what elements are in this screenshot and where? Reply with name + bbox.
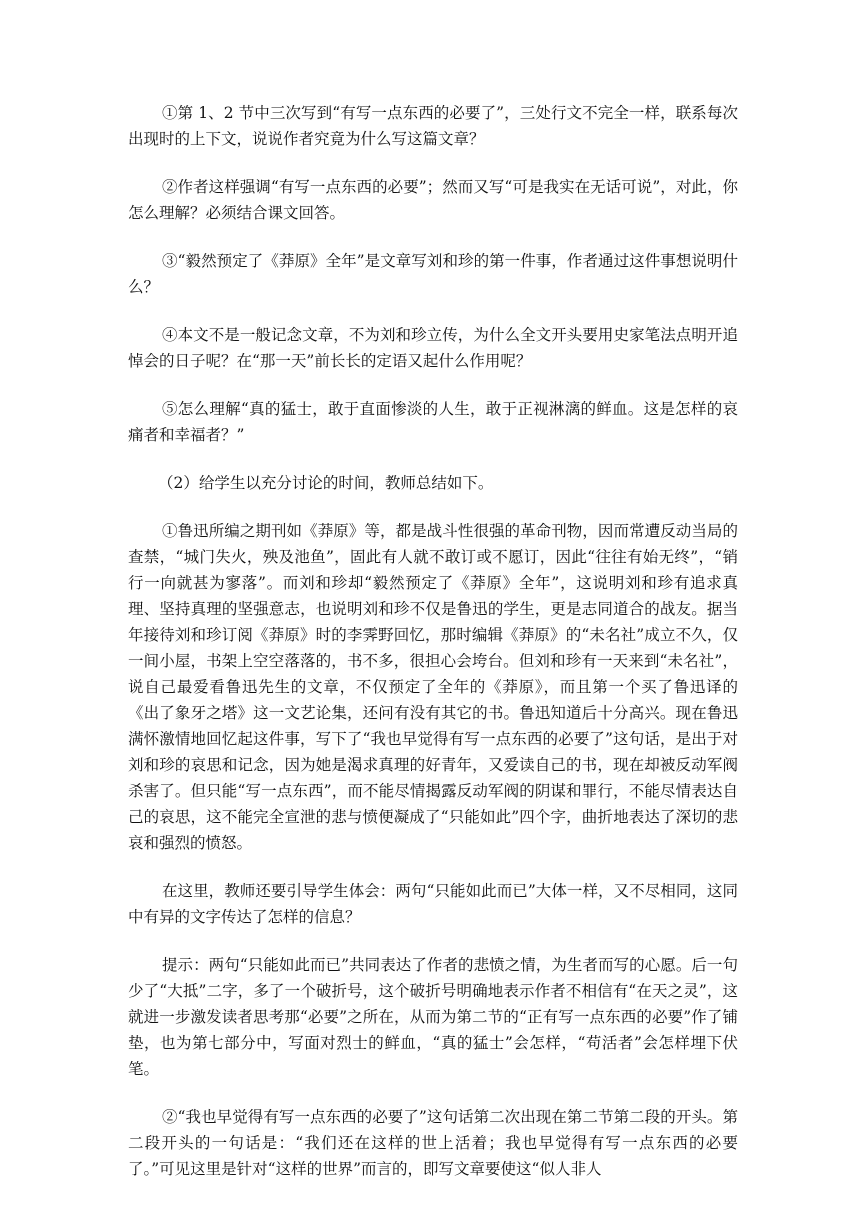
guidance-paragraph: 在这里，教师还要引导学生体会：两句“只能如此而已”大体一样，又不尽相同，这同中有异的文字传达了怎样的信息？ <box>128 882 738 926</box>
question-1: ①第 1、2 节中三次写到“有写一点东西的必要了”，三处行文不完全一样，联系每次出现时的上下文，说说作者究竟为什么写这篇文章？ <box>128 104 738 148</box>
question-5: ⑤怎么理解“真的猛士，敢于直面惨淡的人生，敢于正视淋漓的鲜血。这是怎样的哀痛者和幸福者？” <box>128 400 738 444</box>
document-page <box>128 100 738 1182</box>
summary-2: ②“我也早觉得有写一点东西的必要了”这句话第二次出现在第二节第二段的开头。第二段开头的一句话是：“我们还在这样的世上活着；我也早觉得有写一点东西的必要了。”可见这里是针对“这样的世界”而言的，即写文章要使这“似人非人 <box>128 1108 738 1178</box>
step-heading: （2）给学生以充分讨论的时间，教师总结如下。 <box>158 474 494 492</box>
hint-paragraph: 提示：两句“只能如此而已”共同表达了作者的悲愤之情，为生者而写的心愿。后一句少了“大抵”二字，多了一个破折号，这个破折号明确地表示作者不相信有“在天之灵”，这就进一步激发读者思考那“必要”之所在，从而为第二节的“正有写一点东西的必要”作了铺垫，也为第七部分中，写面对烈士的鲜血，“真的猛士”会怎样，“苟活者”会怎样埋下伏笔。 <box>128 956 738 1078</box>
question-4: ④本文不是一般记念文章，不为刘和珍立传，为什么全文开头要用史家笔法点明开追悼会的日子呢？在“那一天”前长长的定语又起什么作用呢？ <box>128 326 738 370</box>
summary-1: ①鲁迅所编之期刊如《莽原》等，都是战斗性很强的革命刊物，因而常遭反动当局的查禁，“城门失火，殃及池鱼”，固此有人就不敢订或不愿订，因此“往往有始无终”，“销行一向就甚为寥落”。而刘和珍却“毅然预定了《莽原》全年”，这说明刘和珍有追求真理、坚持真理的坚强意志，也说明刘和珍不仅是鲁迅的学生，更是志同道合的战友。据当年接待刘和珍订阅《莽原》时的李霁野回忆，那时编辑《莽原》的“未名社”成立不久，仅一间小屋，书架上空空落落的，书不多，很担心会垮台。但刘和珍有一天来到“未名社”，说自己最爱看鲁迅先生的文章，不仅预定了全年的《莽原》，而且第一个买了鲁迅译的《出了象牙之塔》这一文艺论集，还问有没有其它的书。鲁迅知道后十分高兴。现在鲁迅满怀激情地回忆起这件事，写下了“我也早觉得有写一点东西的必要了”这句话，是出于对刘和珍的哀思和记念，因为她是渴求真理的好青年，又爱读自己的书，现在却被反动军阀杀害了。但只能“写一点东西”，而不能尽情揭露反动军阀的阴谋和罪行，不能尽情表达自己的哀思，这不能完全宣泄的悲与愤便凝成了“只能如此”四个字，曲折地表达了深切的悲哀和强烈的愤怒。 <box>128 522 738 852</box>
question-2: ②作者这样强调“有写一点东西的必要”；然而又写“可是我实在无话可说”，对此，你怎么理解？必须结合课文回答。 <box>128 178 738 222</box>
question-3: ③“毅然预定了《莽原》全年”是文章写刘和珍的第一件事，作者通过这件事想说明什么？ <box>128 252 738 296</box>
